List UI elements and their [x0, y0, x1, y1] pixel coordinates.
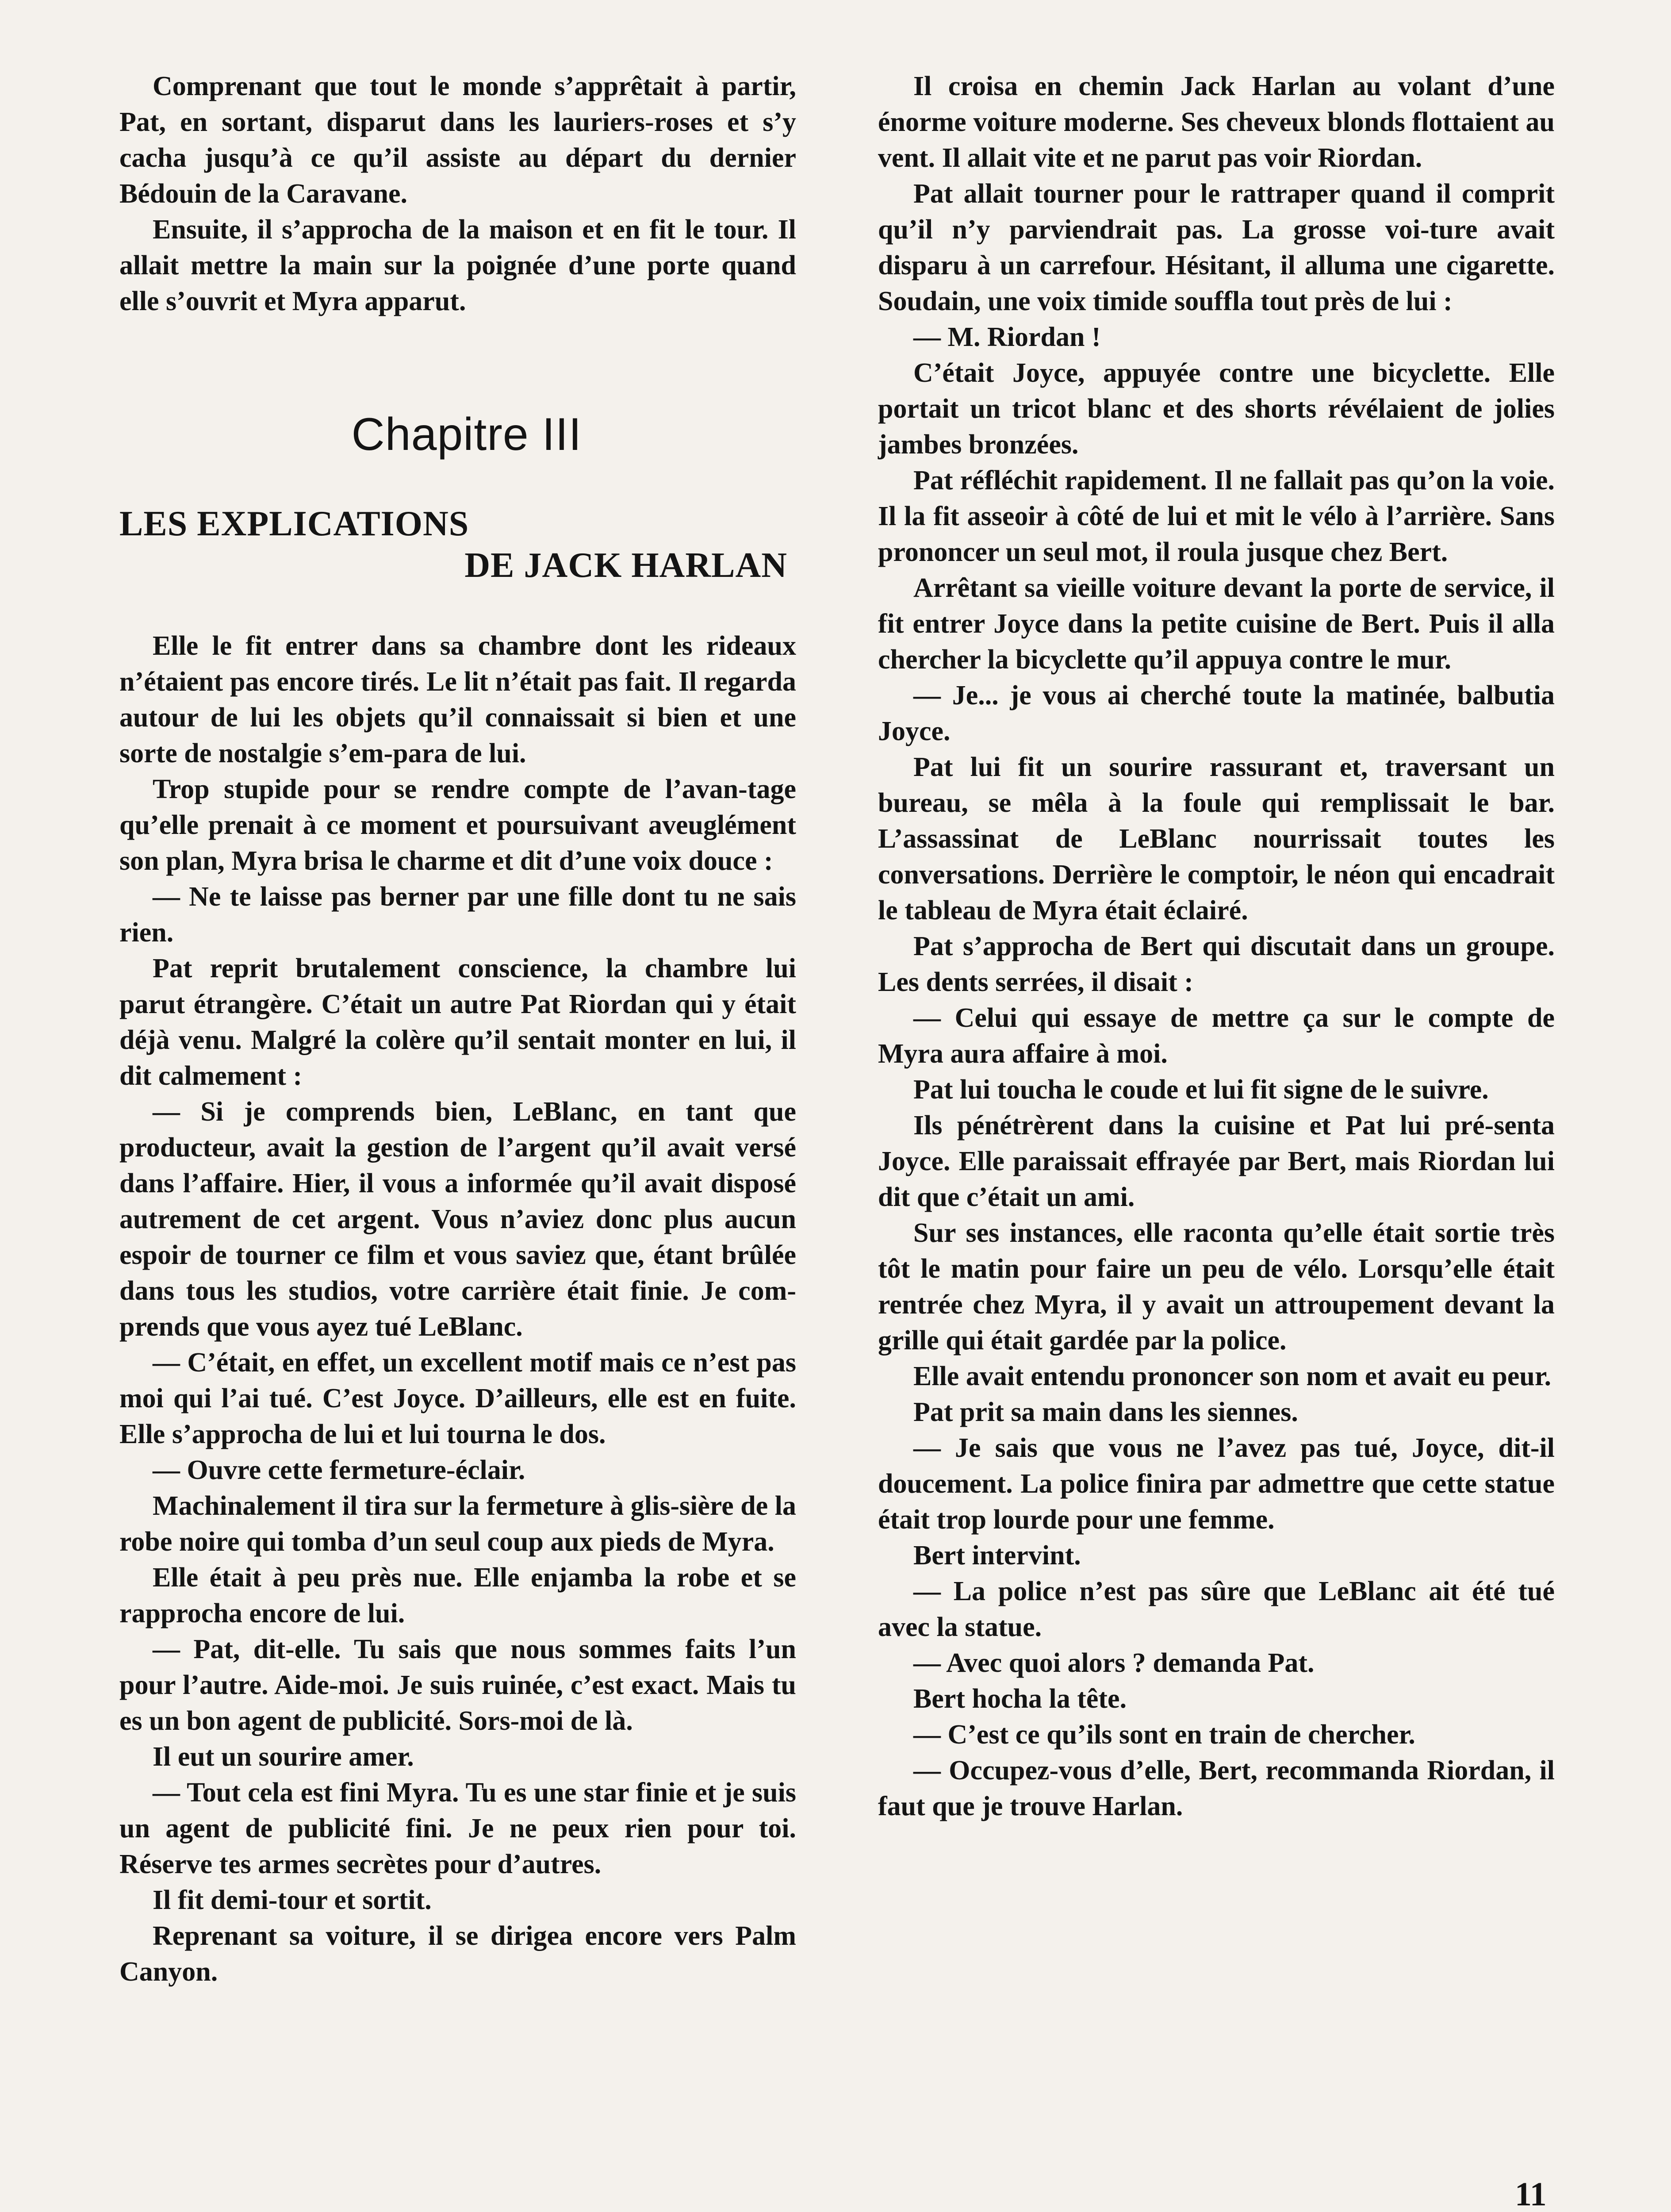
paragraph: Pat s’approcha de Bert qui discutait dans un groupe. Les dents serrées, il disait :	[878, 931, 1555, 997]
paragraph: Pat lui fit un sourire rassurant et, traversant un bureau, se mêla à la foule qui remplissait le bar. L’assassinat de LeBlanc nourrissait toutes les conversations. Derrière le comptoir, le néon qui encadrait le tableau de Myra était éclairé.	[878, 752, 1555, 926]
paragraph: — Celui qui essaye de mettre ça sur le compte de Myra aura affaire à moi.	[878, 1003, 1555, 1069]
paragraph: Il eut un sourire amer.	[153, 1742, 414, 1772]
paragraph: — Je sais que vous ne l’avez pas tué, Joyce, dit-il doucement. La police finira par admettre que cette statue était trop lourde pour une femme.	[878, 1433, 1555, 1535]
paragraph: Sur ses instances, elle raconta qu’elle était sortie très tôt le matin pour faire un peu de vélo. Lorsqu’elle était rentrée chez Myra, il y avait un attroupement devant la grille qui était gardée par la police.	[878, 1218, 1555, 1356]
paragraph: — Je... je vous ai cherché toute la matinée, balbutia Joyce.	[878, 680, 1555, 746]
paragraph: Pat allait tourner pour le rattraper quand il comprit qu’il n’y parviendrait pas. La grosse voi-ture avait disparu à un carrefour. Hésitant, il alluma une cigarette. Soudain, une voix timide souffla tout près de lui :	[878, 179, 1555, 316]
paragraph: Trop stupide pour se rendre compte de l’avan-tage qu’elle prenait à ce moment et poursuivant aveuglément son plan, Myra brisa le charme et dit d’une voix douce :	[119, 774, 796, 876]
paragraph: — Si je comprends bien, LeBlanc, en tant que producteur, avait la gestion de l’argent qu’il avait versé dans l’affaire. Hier, il vous a informée qu’il avait disposé autrement de cet argent. Vous n’aviez donc plus aucun espoir de tourner ce film et vous saviez que, étant brûlée dans tous les studios, votre carrière était finie. Je com-prends que vous ayez tué LeBlanc.	[119, 1097, 796, 1342]
paragraph: Pat réfléchit rapidement. Il ne fallait pas qu’on la voie. Il la fit asseoir à côté de lui et mit le vélo à l’arrière. Sans prononcer un seul mot, il roula jusque chez Bert.	[878, 465, 1555, 567]
paragraph: — C’était, en effet, un excellent motif mais ce n’est pas moi qui l’ai tué. C’est Joyce. D’ailleurs, elle est en fuite. Elle s’approcha de lui et lui tourna le dos.	[119, 1348, 796, 1449]
chapter-number: Chapitre III	[351, 409, 582, 460]
paragraph: Elle le fit entrer dans sa chambre dont les rideaux n’étaient pas encore tirés. Le lit n’était pas fait. Il regarda autour de lui les objets qu’il connaissait si bien et une sorte de nostalgie s’em-para de lui.	[119, 631, 796, 768]
paragraph: C’était Joyce, appuyée contre une bicyclette. Elle portait un tricot blanc et des shorts révélaient de jolies jambes bronzées.	[878, 358, 1555, 460]
paragraph: — Ne te laisse pas berner par une fille dont tu ne sais rien.	[119, 882, 796, 948]
paragraph: Bert hocha la tête.	[913, 1684, 1127, 1714]
paragraph: — Avec quoi alors ? demanda Pat.	[913, 1648, 1315, 1678]
paragraph: Il croisa en chemin Jack Harlan au volant d’une énorme voiture moderne. Ses cheveux blonds flottaient au vent. Il allait vite et ne parut pas voir Riordan.	[878, 71, 1555, 173]
paragraph: — La police n’est pas sûre que LeBlanc ait été tué avec la statue.	[878, 1576, 1555, 1642]
paragraph: Machinalement il tira sur la fermeture à glis-sière de la robe noire qui tomba d’un seul coup aux pieds de Myra.	[119, 1491, 796, 1557]
paragraph: Il fit demi-tour et sortit.	[153, 1885, 432, 1915]
left-column	[119, 69, 796, 1990]
paragraph: Ensuite, il s’approcha de la maison et en fit le tour. Il allait mettre la main sur la poignée d’une porte quand elle s’ouvrit et Myra apparut.	[119, 215, 796, 316]
paragraph: — C’est ce qu’ils sont en train de chercher.	[913, 1720, 1415, 1750]
paragraph: — Pat, dit-elle. Tu sais que nous sommes faits l’un pour l’autre. Aide-moi. Je suis ruinée, c’est exact. Mais tu es un bon agent de publicité. Sors-moi de là.	[119, 1634, 796, 1736]
paragraph: — Tout cela est fini Myra. Tu es une star finie et je suis un agent de publicité fini. Je ne peux rien pour toi. Réserve tes armes secrètes pour d’autres.	[119, 1778, 796, 1879]
chapter-title-line-1: LES EXPLICATIONS	[119, 504, 469, 543]
paragraph: Ils pénétrèrent dans la cuisine et Pat lui pré-senta Joyce. Elle paraissait effrayée par Bert, mais Riordan lui dit que c’était un ami.	[878, 1110, 1555, 1212]
paragraph: Reprenant sa voiture, il se dirigea encore vers Palm Canyon.	[119, 1921, 796, 1987]
chapter-title-line-2: DE JACK HARLAN	[464, 546, 787, 585]
page-number: 11	[1515, 2176, 1547, 2212]
paragraph: — Occupez-vous d’elle, Bert, recommanda Riordan, il faut que je trouve Harlan.	[878, 1755, 1555, 1821]
paragraph: Bert intervint.	[913, 1540, 1081, 1571]
paragraph: — M. Riordan !	[913, 322, 1101, 352]
paragraph: Elle avait entendu prononcer son nom et avait eu peur.	[913, 1361, 1552, 1391]
paragraph: Pat prit sa main dans les siennes.	[913, 1397, 1298, 1427]
paragraph: Pat reprit brutalement conscience, la chambre lui parut étrangère. C’était un autre Pat Riordan qui y était déjà venu. Malgré la colère qu’il sentait monter en lui, il dit calmement :	[119, 953, 796, 1091]
paragraph: Comprenant que tout le monde s’apprêtait à partir, Pat, en sortant, disparut dans les lauriers-roses et s’y cacha jusqu’à ce qu’il assiste au départ du dernier Bédouin de la Caravane.	[119, 71, 796, 209]
right-column	[878, 69, 1555, 1824]
paragraph: Pat lui toucha le coude et lui fit signe de le suivre.	[913, 1075, 1489, 1105]
paragraph: — Ouvre cette fermeture-éclair.	[153, 1455, 525, 1485]
paragraph: Arrêtant sa vieille voiture devant la porte de service, il fit entrer Joyce dans la petite cuisine de Bert. Puis il alla chercher la bicyclette qu’il appuya contre le mur.	[878, 573, 1555, 675]
chapter-title	[119, 503, 796, 586]
paragraph: Elle était à peu près nue. Elle enjamba la robe et se rapprocha encore de lui.	[119, 1563, 796, 1628]
